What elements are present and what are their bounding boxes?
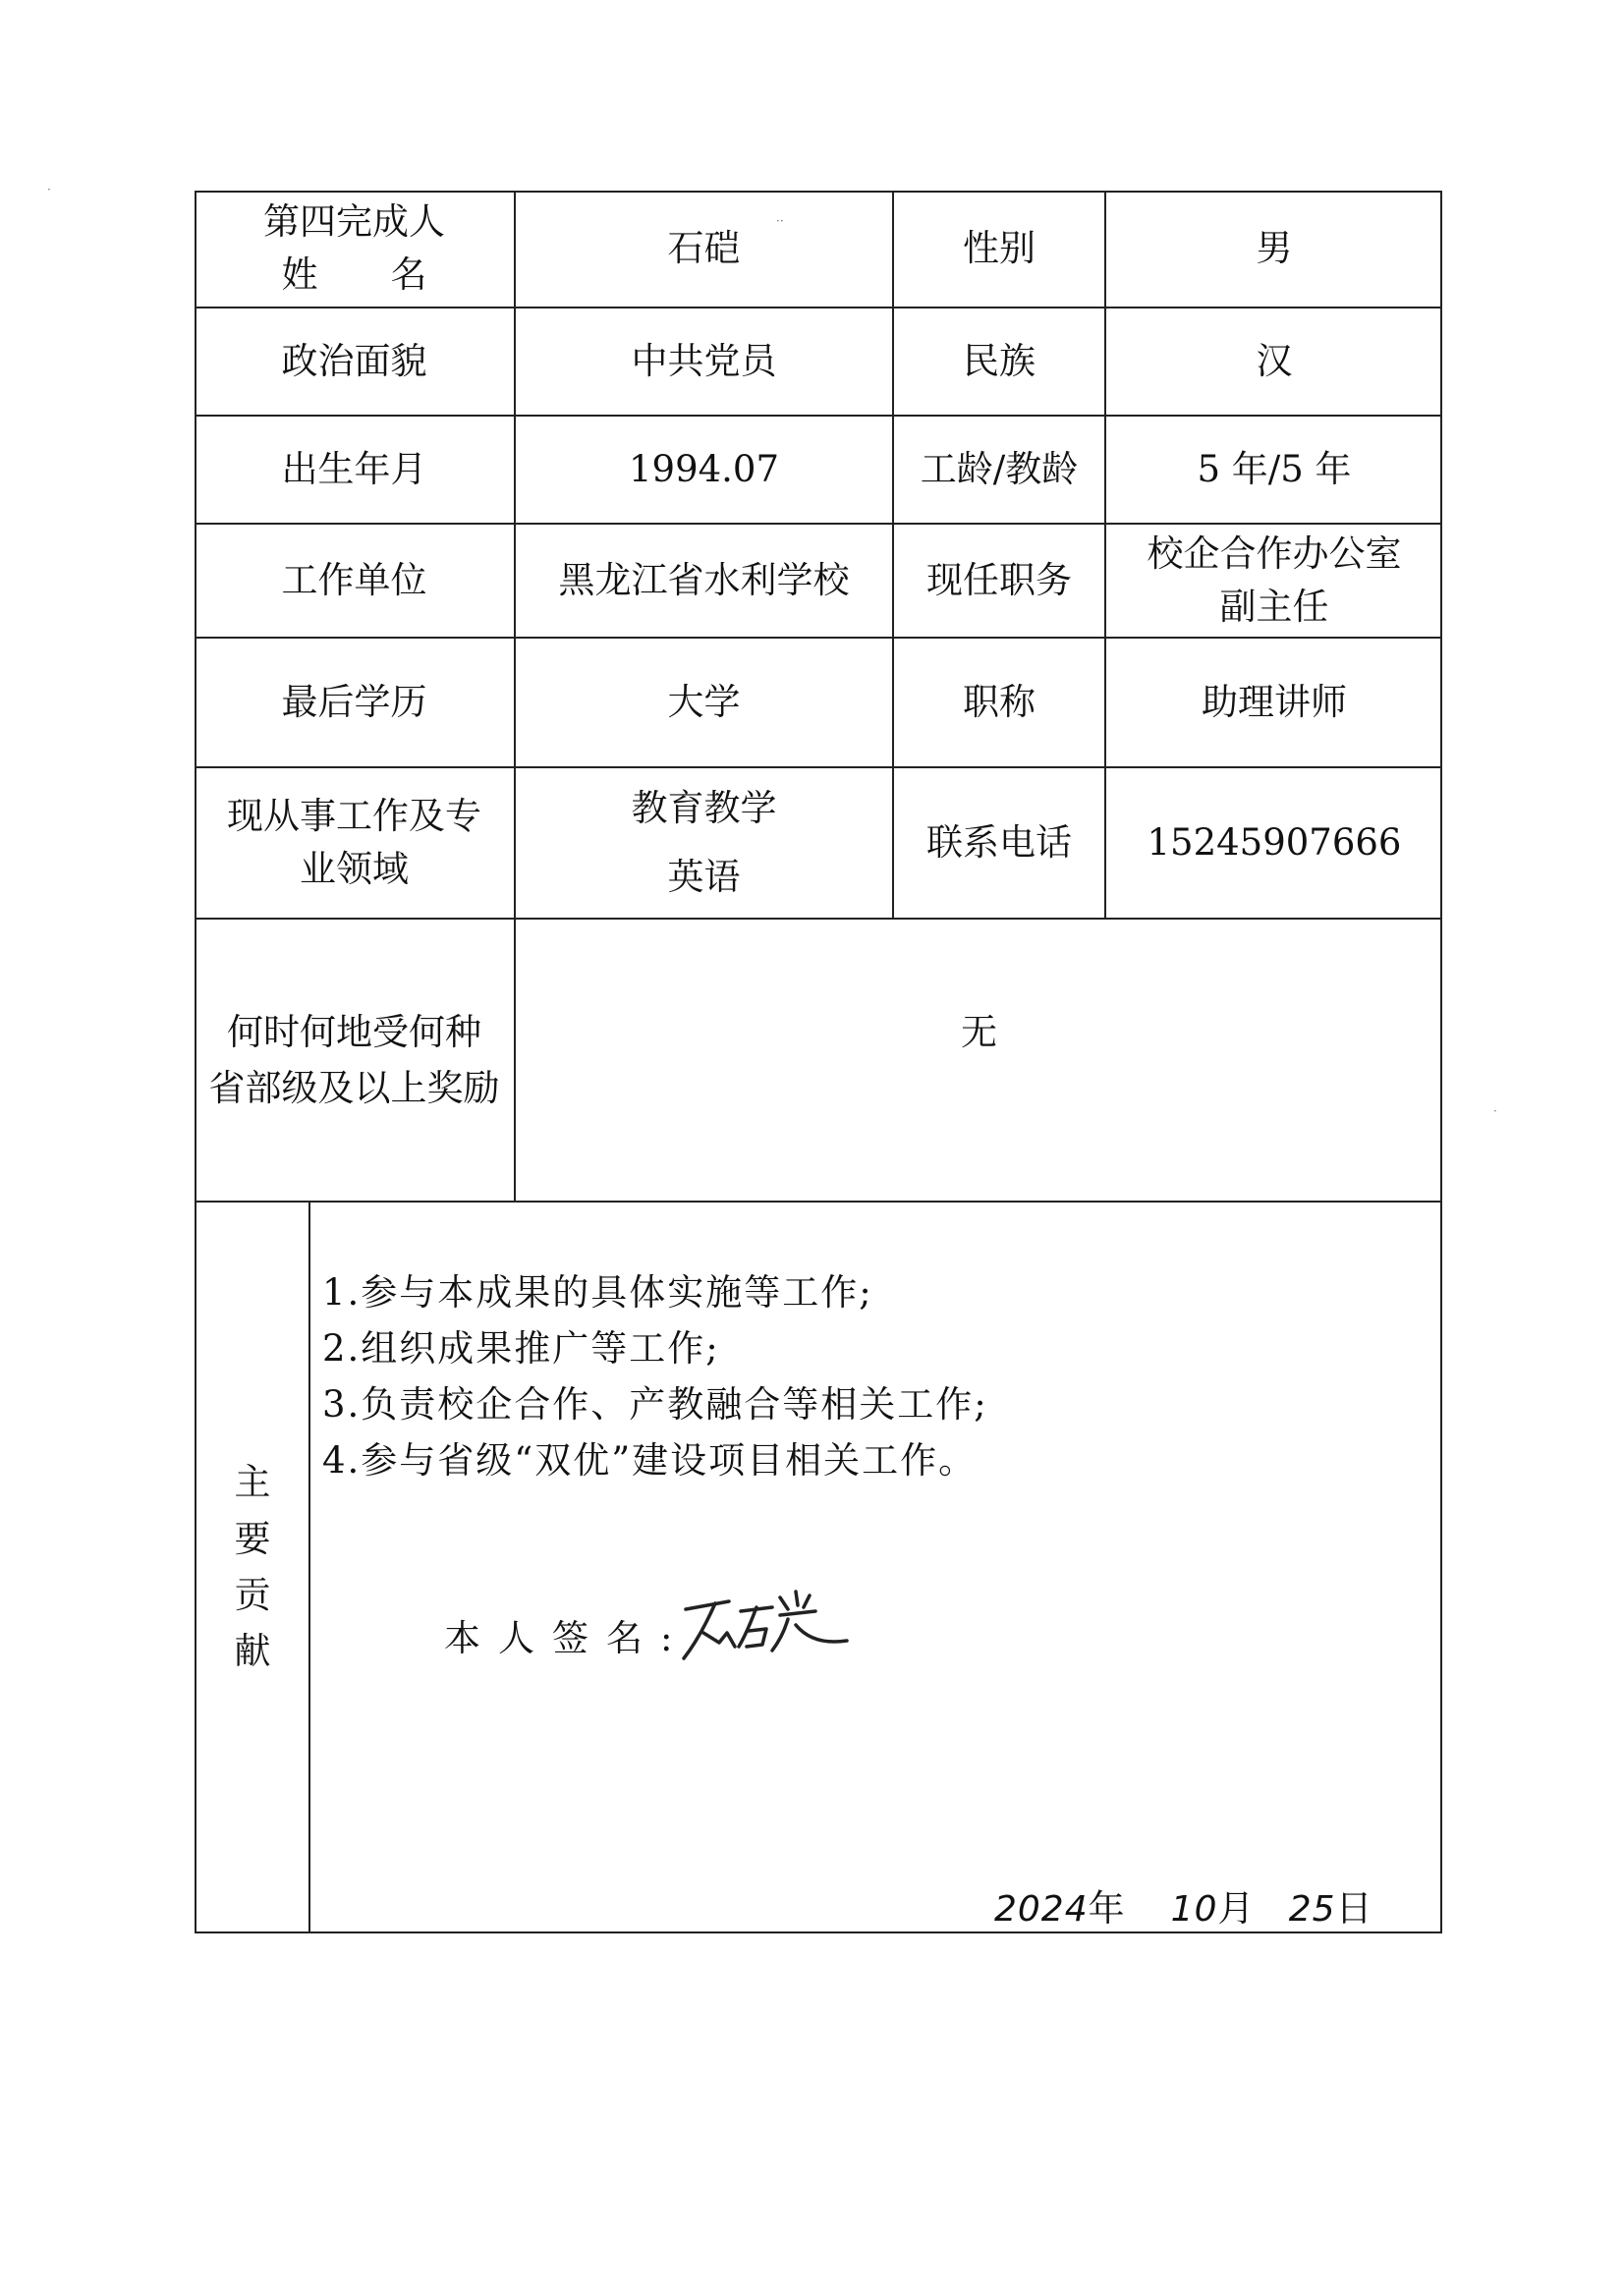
label-text: 民族 [963,340,1036,383]
scan-speck: · [1493,1104,1497,1118]
value-text: 15245907666 [1147,821,1402,865]
label-char: 贡 [234,1574,271,1616]
label-text: 联系电话 [926,821,1072,865]
label-text: 第四完成人 [263,200,445,244]
row-divider [195,1201,1442,1203]
value-text: 汉 [1256,340,1293,383]
value-awards [516,920,1442,1146]
contribution-item: 3.负责校企合作、产教融合等相关工作; [322,1382,988,1426]
label-text: 工作单位 [281,559,427,602]
label-char: 主 [234,1461,271,1504]
label-text: 最后学历 [281,681,427,724]
value-work-years [1106,417,1442,523]
label-main-contribution [195,1201,310,1933]
contribution-item: 4.参与省级“双优”建设项目相关工作。 [322,1438,978,1482]
value-position [1106,525,1442,637]
label-title [894,639,1104,766]
value-text: 黑龙江省水利学校 [558,559,850,602]
value-employer [516,525,892,637]
contribution-list [322,1265,1423,1489]
label-field [195,768,514,918]
value-text: 校企合作办公室 [1147,532,1402,576]
date-day: 25 [1288,1889,1336,1930]
value-field [516,768,892,918]
value-text: 中共党员 [631,340,777,383]
signature-date [994,1878,1372,1931]
value-text: 大学 [667,681,741,724]
scan-speck: ·· [776,214,784,228]
label-phone [894,768,1104,918]
label-awards [195,920,514,1201]
label-ethnicity [894,308,1104,415]
label-char: 要 [234,1517,271,1560]
value-text: 英语 [667,856,741,898]
date-year-unit: 年 [1088,1887,1125,1930]
value-text: 无 [961,1011,997,1054]
value-text: 1994.07 [628,448,779,491]
label-text: 政治面貌 [281,340,427,383]
label-text: 职称 [963,681,1036,724]
value-birth-date [516,417,892,523]
value-political-status [516,308,892,415]
value-name [516,191,892,307]
signature-label: 本人签名: [444,1617,691,1659]
date-month: 10 [1170,1889,1218,1930]
label-employer [195,525,514,637]
label-char: 献 [234,1630,271,1673]
label-name [195,191,514,307]
label-text: 省部级及以上奖励 [208,1067,500,1109]
handwritten-signature [678,1582,855,1674]
contribution-item: 2.组织成果推广等工作; [322,1326,720,1370]
contribution-item: 1.参与本成果的具体实施等工作; [322,1271,873,1314]
label-political-status [195,308,514,415]
label-text: 姓 名 [281,253,427,296]
label-text: 业领域 [300,848,409,890]
value-phone [1106,768,1442,918]
label-birth-date [195,417,514,523]
value-text: 石硙 [667,227,741,270]
label-gender [894,191,1104,307]
date-year: 2024 [994,1889,1089,1930]
label-text: 工龄/教龄 [920,448,1079,491]
label-text: 何时何地受何种 [227,1010,481,1053]
value-ethnicity [1106,308,1442,415]
value-text: 助理讲师 [1202,681,1347,724]
label-education [195,639,514,766]
value-text: 副主任 [1219,586,1329,628]
scan-speck: · [47,183,51,196]
value-gender [1106,191,1442,307]
value-title [1106,639,1442,766]
value-text: 教育教学 [631,786,777,829]
label-position [894,525,1104,637]
value-education [516,639,892,766]
label-text: 现从事工作及专 [227,795,481,838]
label-text: 现任职务 [926,559,1072,602]
value-text: 男 [1256,227,1293,270]
date-month-unit: 月 [1217,1887,1255,1930]
date-day-unit: 日 [1335,1887,1372,1930]
label-text: 出生年月 [281,448,427,491]
value-text: 5 年/5 年 [1197,448,1352,491]
label-text: 性别 [963,227,1036,270]
label-work-years [894,417,1104,523]
